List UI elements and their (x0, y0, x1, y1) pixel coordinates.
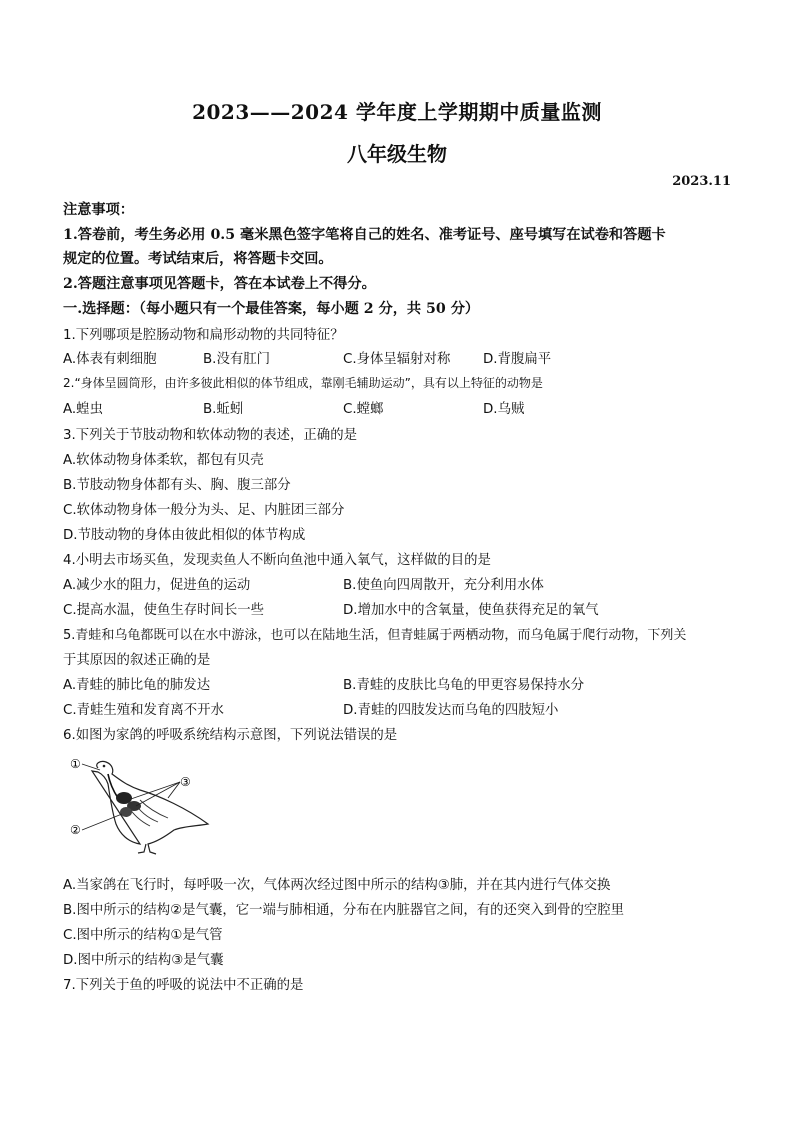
q2-option-d: D.乌贼 (483, 402, 525, 417)
exam-date: 2023.11 (672, 174, 731, 189)
q1-option-c: C.身体呈辐射对称 (343, 352, 451, 367)
notice-heading: 注意事项： (63, 202, 134, 218)
notice-item-2: 2.答题注意事项见答题卡，答在本试卷上不得分。 (63, 276, 376, 292)
exam-subtitle: 八年级生物 (347, 142, 447, 166)
q3-option-a: A.软体动物身体柔软，都包有贝壳 (63, 453, 264, 468)
figure-label-1: ① (70, 757, 81, 771)
q1-option-b: B.没有肛门 (203, 352, 271, 367)
q3-stem: 3.下列关于节肢动物和软体动物的表述，正确的是 (63, 428, 357, 443)
q3-option-d: D.节肢动物的身体由彼此相似的体节构成 (63, 528, 306, 543)
notice-item-1-line-2: 规定的位置。考试结束后，将答题卡交回。 (63, 251, 333, 267)
q1-option-d: D.背腹扁平 (483, 352, 552, 367)
q4-option-d: D.增加水中的含氧量，使鱼获得充足的氧气 (343, 603, 599, 618)
q7-stem: 7.下列关于鱼的呼吸的说法中不正确的是 (63, 978, 304, 993)
notice-item-1-line-1: 1.答卷前，考生务必用 0.5 毫米黑色签字笔将自己的姓名、准考证号、座号填写在试卷和答题卡 (63, 227, 666, 243)
q3-option-b: B.节肢动物身体都有头、胸、腹三部分 (63, 478, 291, 493)
q1-stem: 1.下列哪项是腔肠动物和扁形动物的共同特征？ (63, 328, 344, 343)
q5-option-d: D.青蛙的四肢发达而乌龟的四肢短小 (343, 703, 559, 718)
q6-option-d: D.图中所示的结构③是气囊 (63, 953, 224, 968)
q3-option-c: C.软体动物身体一般分为头、足、内脏团三部分 (63, 503, 345, 518)
figure-label-3: ③ (180, 775, 191, 789)
q4-option-c: C.提高水温，使鱼生存时间长一些 (63, 603, 265, 618)
q2-option-a: A.蝗虫 (63, 402, 103, 417)
q4-stem: 4.小明去市场买鱼，发现卖鱼人不断向鱼池中通入氧气，这样做的目的是 (63, 553, 491, 568)
q2-stem: 2.“身体呈圆筒形，由许多彼此相似的体节组成，靠刚毛辅助运动”，具有以上特征的动物是 (63, 376, 543, 390)
pigeon-respiratory-diagram (68, 756, 218, 856)
q4-option-a: A.减少水的阻力，促进鱼的运动 (63, 578, 251, 593)
q1-option-a: A.体表有刺细胞 (63, 352, 157, 367)
q5-option-a: A.青蛙的肺比龟的肺发达 (63, 678, 211, 693)
q2-option-b: B.蚯蚓 (203, 402, 244, 417)
q6-stem: 6.如图为家鸽的呼吸系统结构示意图，下列说法错误的是 (63, 728, 398, 743)
q5-option-c: C.青蛙生殖和发育离不开水 (63, 703, 224, 718)
q4-option-b: B.使鱼向四周散开，充分利用水体 (343, 578, 544, 593)
q6-option-b: B.图中所示的结构②是气囊，它一端与肺相通，分布在内脏器官之间，有的还突入到骨的空腔里 (63, 903, 625, 918)
q5-stem-line-2: 于其原因的叙述正确的是 (63, 653, 211, 668)
q5-option-b: B.青蛙的皮肤比乌龟的甲更容易保持水分 (343, 678, 585, 693)
q6-option-c: C.图中所示的结构①是气管 (63, 928, 223, 943)
q6-option-a: A.当家鸽在飞行时，每呼吸一次，气体两次经过图中所示的结构③肺，并在其内进行气体交换 (63, 878, 611, 893)
exam-title: 2023——2024 学年度上学期期中质量监测 (192, 100, 602, 124)
figure-label-2: ② (70, 823, 81, 837)
q2-option-c: C.螳螂 (343, 402, 384, 417)
q5-stem-line-1: 5.青蛙和乌龟都既可以在水中游泳，也可以在陆地生活，但青蛙属于两栖动物，而乌龟属于爬行动物，下列关 (63, 628, 687, 643)
section-1-heading: 一.选择题：（每小题只有一个最佳答案，每小题 2 分，共 50 分） (63, 301, 480, 317)
